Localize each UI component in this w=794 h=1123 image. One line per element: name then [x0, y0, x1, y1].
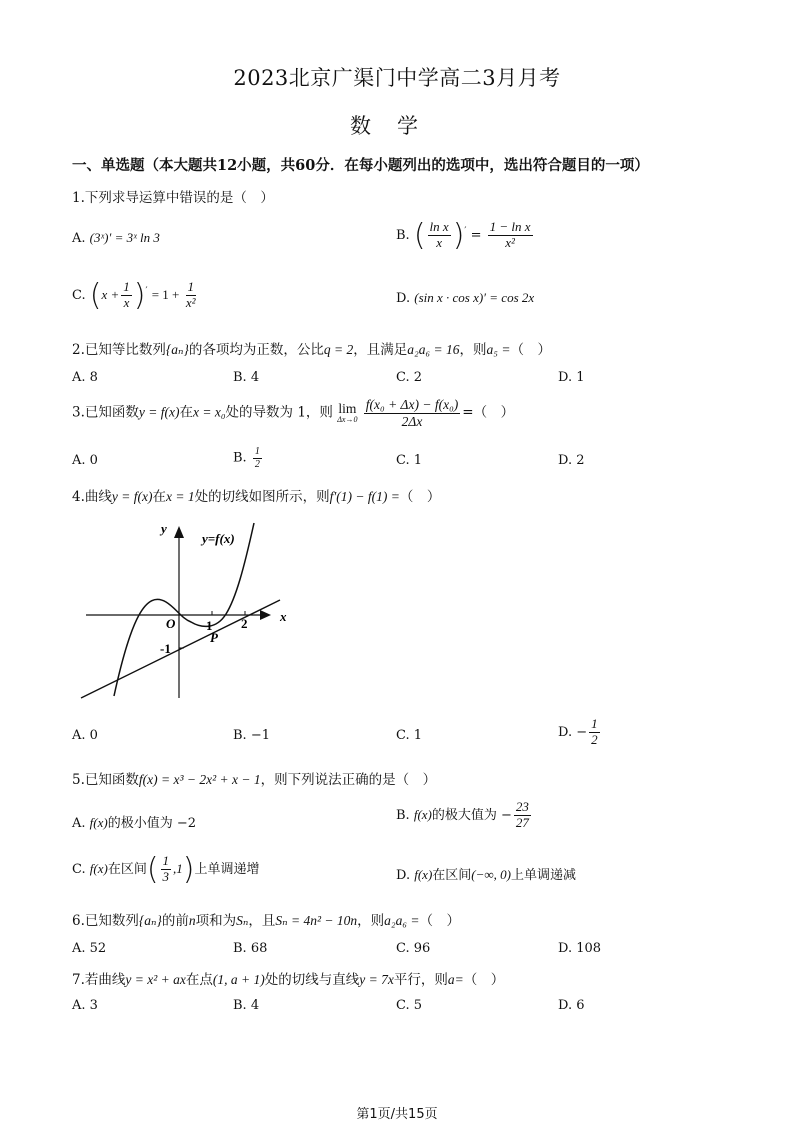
x-axis-label: x — [280, 609, 287, 624]
q6-option-b: B. 68 — [233, 941, 268, 956]
curve-fx — [114, 523, 254, 696]
q1-option-b: B. ( $\frac{\text{ln x}}{x}$ )′ = $\frac{\text{1 − ln x}}{\text{x²}}$ — [396, 218, 531, 253]
q4-option-c: C. 1 — [396, 728, 423, 743]
question-6-stem: 6.已知数列{aₙ}的前n项和为Sₙ，且Sₙ = 4n² − 10n，则a₂a₆ =（ ） — [72, 913, 461, 929]
x-axis-arrow-icon — [260, 610, 271, 620]
section-heading: 一、单选题（本大题共12小题，共60分．在每小题列出的选项中，选出符合题目的一项） — [72, 157, 649, 174]
subject-title: 数学 — [350, 114, 444, 138]
exam-title: 2023北京广渠门中学高二3月月考 — [233, 66, 561, 90]
q7-option-b: B. 4 — [233, 998, 260, 1013]
q4-option-a: A. 0 — [72, 728, 98, 743]
question-2-stem: 2.已知等比数列{aₙ}的各项均为正数，公比q = 2，且满足a₂a₆ = 16，则a₅ =（ ） — [72, 342, 551, 358]
q4-option-d: D. − $\frac{1}{2}$ — [558, 716, 598, 747]
q1-option-d: D. (sin x · cos x)′ = cos 2x — [396, 290, 535, 306]
q1-option-a: A. (3ˣ)′ = 3ˣ ln 3 — [72, 230, 160, 246]
q7-option-d: D. 6 — [558, 998, 585, 1013]
q3-option-c: C. 1 — [396, 453, 423, 468]
q5-option-d: D. f(x)在区间(−∞, 0)上单调递减 — [396, 867, 577, 883]
tangent-line-graph — [76, 518, 306, 703]
q2-option-d: D. 1 — [558, 370, 585, 385]
q4-option-b: B. −1 — [233, 728, 270, 743]
q7-option-a: A. 3 — [72, 998, 98, 1013]
q2-option-a: A. 8 — [72, 370, 98, 385]
q1-option-c: C. (x + $\frac{1}{x}$ )′ = 1 + $\frac{1}{\text{x²}}$ — [72, 278, 196, 313]
question-7-stem: 7.若曲线y = x² + ax在点(1, a + 1)处的切线与直线y = 7x平行，则a=（ ） — [72, 972, 505, 988]
point-p-label: P — [210, 630, 218, 645]
q6-option-d: D. 108 — [558, 941, 602, 956]
q3-option-a: A. 0 — [72, 453, 98, 468]
question-1-stem: 1.下列求导运算中错误的是（ ） — [72, 190, 274, 206]
y-axis-arrow-icon — [174, 526, 184, 538]
y-axis-label: y — [161, 521, 167, 536]
q5-option-b: B. f(x)的极大值为 − $\frac{23}{27}$ — [396, 799, 529, 830]
q5-option-a: A. f(x)的极小值为 −2 — [72, 815, 197, 831]
q6-option-a: A. 52 — [72, 941, 107, 956]
tick-2-label: 2 — [241, 616, 248, 631]
tick-neg1-label: -1 — [160, 641, 171, 656]
q2-option-b: B. 4 — [233, 370, 260, 385]
q6-option-c: C. 96 — [396, 941, 431, 956]
q3-option-d: D. 2 — [558, 453, 585, 468]
origin-label: O — [166, 616, 176, 631]
page-number: 第1页/共15页 — [356, 1107, 438, 1122]
curve-label: y=f(x) — [202, 531, 235, 546]
question-5-stem: 5.已知函数f(x) = x³ − 2x² + x − 1，则下列说法正确的是（ ） — [72, 772, 437, 788]
q3-option-b: B. $\frac{1}{2}$ — [233, 446, 260, 470]
tick-1-label: 1 — [206, 618, 213, 633]
q7-option-c: C. 5 — [396, 998, 423, 1013]
question-4-stem: 4.曲线y = f(x)在x = 1处的切线如图所示，则f′(1) − f(1) =（ ） — [72, 489, 441, 505]
q2-option-c: C. 2 — [396, 370, 423, 385]
question-3-stem: 3.已知函数y = f(x)在x = x₀处的导数为 1，则 lim Δx→0 $\frac{\text{f(x₀ + Δx) − f(x₀)}}{2\Delta x}$ =（ ） — [72, 397, 515, 429]
q5-option-c: C. f(x)在区间( $\frac{1}{3}$ ,1)上单调递增 — [72, 852, 260, 887]
